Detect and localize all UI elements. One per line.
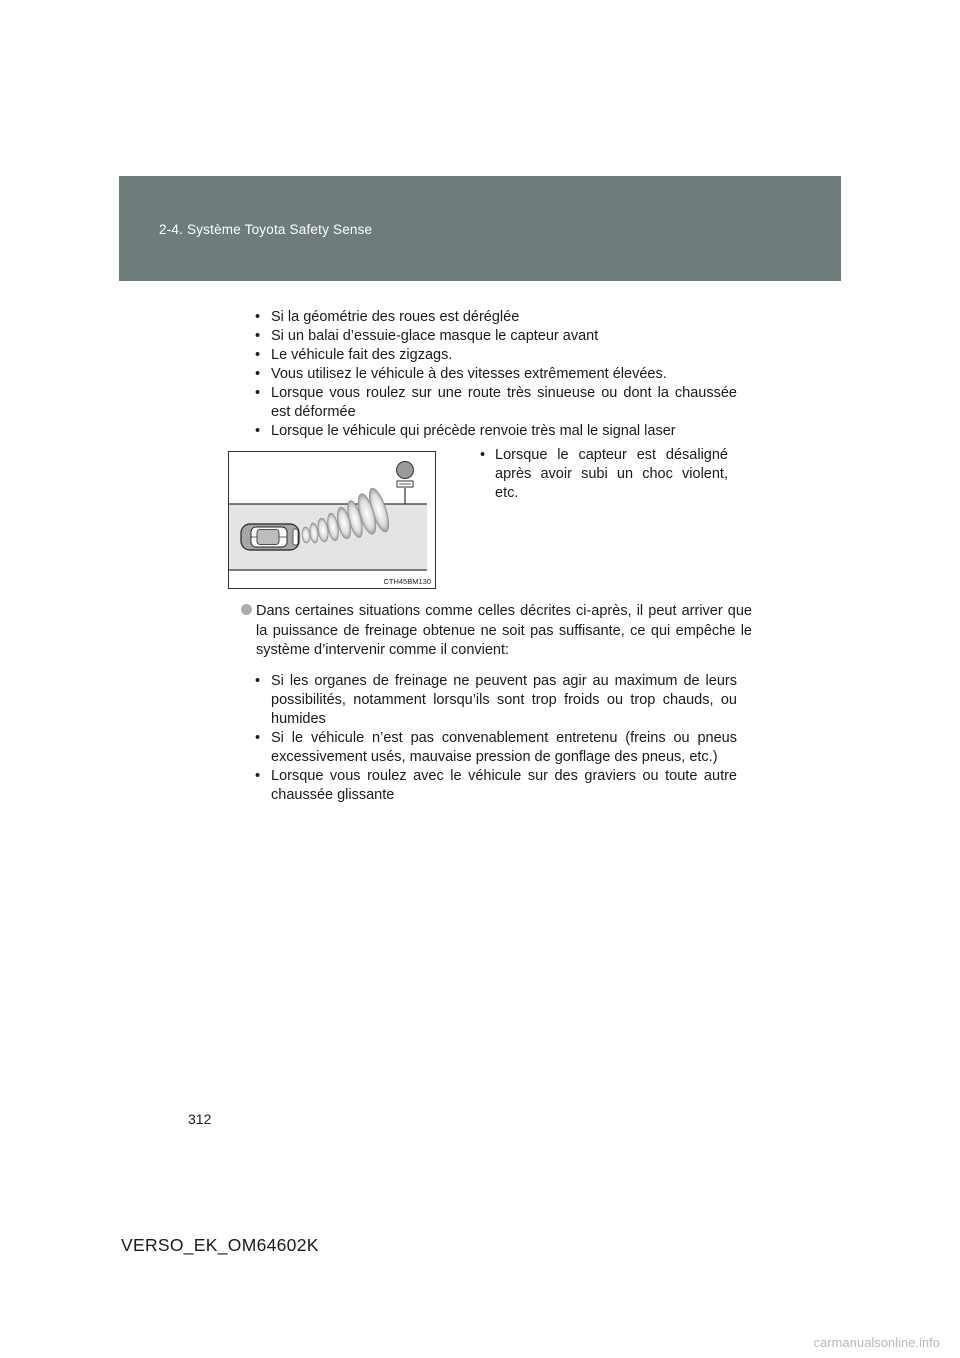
figure-code: CTH45BM130 bbox=[383, 577, 431, 586]
list-item: • Si la géométrie des roues est déréglée bbox=[255, 308, 737, 327]
list-item: • Lorsque le capteur est désaligné après avoir subi un choc violent, etc. bbox=[466, 446, 728, 503]
document-code: VERSO_EK_OM64602K bbox=[121, 1235, 319, 1255]
sensor-misalignment-illustration bbox=[228, 451, 436, 589]
situation-paragraph bbox=[241, 602, 752, 661]
list-item: • Si les organes de freinage ne peuvent pas agir au maximum de leurs possibilités, notamment lorsqu’ils sont trop froids ou trop chauds, ou humides bbox=[255, 672, 737, 729]
round-sign bbox=[397, 462, 414, 479]
top-bullet-list bbox=[255, 308, 737, 441]
page-number: 312 bbox=[188, 1111, 212, 1127]
list-item: • Le véhicule fait des zigzags. bbox=[255, 346, 737, 365]
watermark: carmanualsonline.info bbox=[813, 1335, 940, 1350]
bottom-bullet-list bbox=[255, 672, 737, 805]
section-title: 2-4. Système Toyota Safety Sense bbox=[159, 222, 373, 237]
list-item: • Lorsque le véhicule qui précède renvoie très mal le signal laser bbox=[255, 422, 737, 441]
list-item: • Vous utilisez le véhicule à des vitesses extrêmement élevées. bbox=[255, 365, 737, 384]
list-item: • Lorsque vous roulez sur une route très sinueuse ou dont la chaussée est déformée bbox=[255, 384, 737, 422]
car-top-view bbox=[241, 524, 299, 550]
side-bullet-list bbox=[466, 446, 728, 503]
paragraph-text: Dans certaines situations comme celles décrites ci-après, il peut arriver que la puissance de freinage obtenue ne soit pas suffisante, ce qui empêche le système d’intervenir comme il convient: bbox=[256, 603, 752, 658]
header-band bbox=[119, 176, 841, 281]
circle-bullet-icon bbox=[241, 604, 252, 615]
list-item: • Si un balai d’essuie-glace masque le capteur avant bbox=[255, 327, 737, 346]
list-item: • Lorsque vous roulez avec le véhicule sur des graviers ou toute autre chaussée glissante bbox=[255, 767, 737, 805]
road-scene-drawing bbox=[229, 452, 435, 588]
list-item: • Si le véhicule n’est pas convenablement entretenu (freins ou pneus excessivement usés, mauvaise pression de gonflage des pneus, etc.) bbox=[255, 729, 737, 767]
